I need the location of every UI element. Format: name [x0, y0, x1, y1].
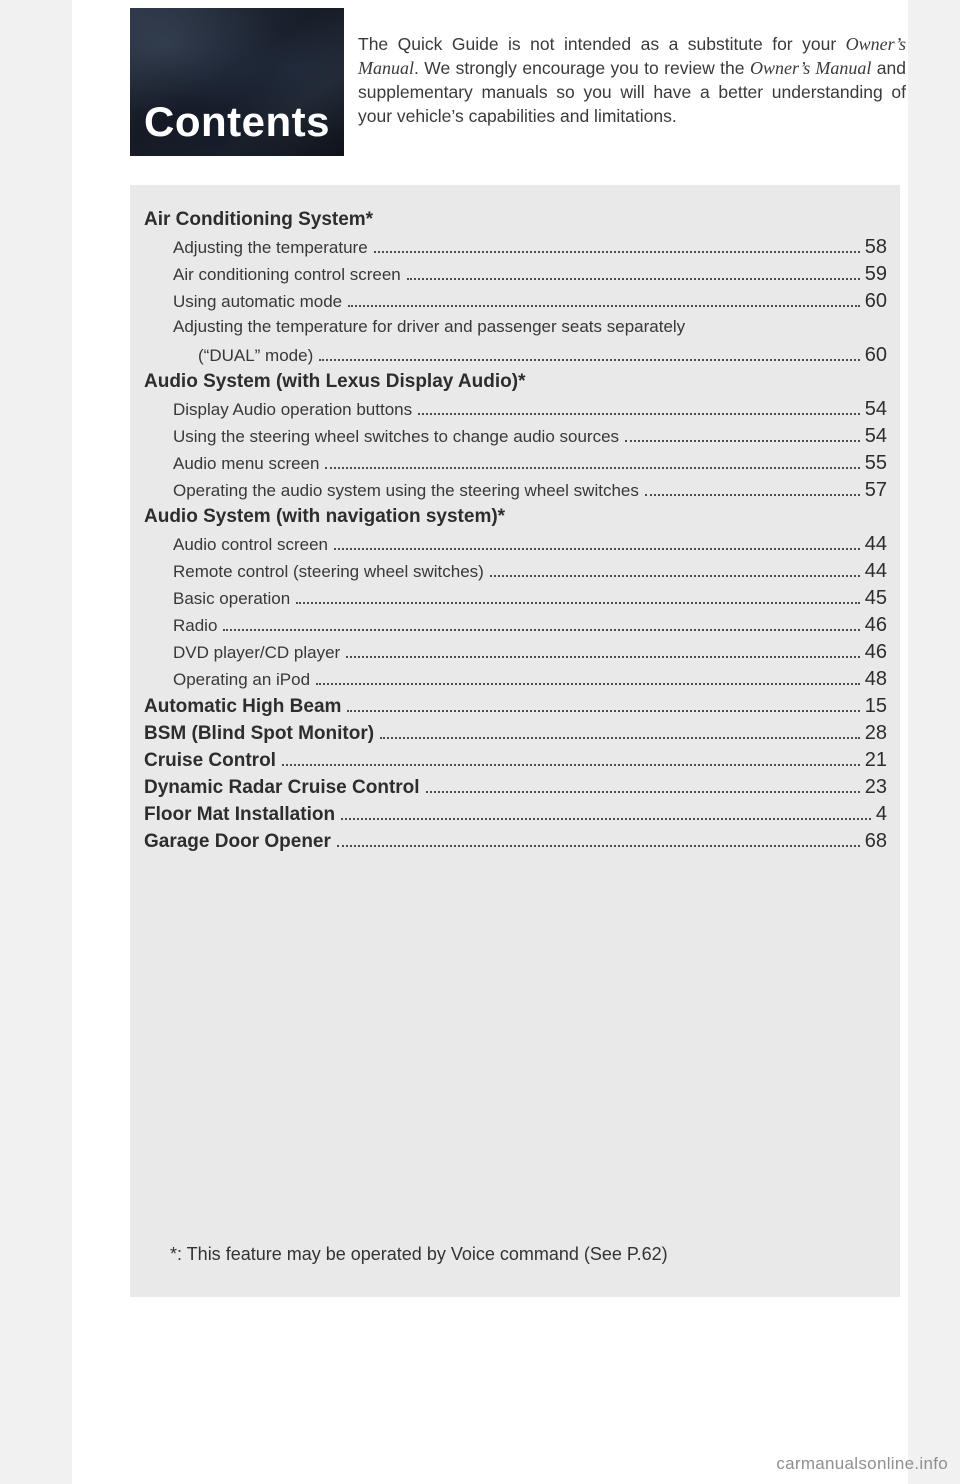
toc-entry-title: Operating an iPod	[173, 670, 311, 689]
toc-entry-title: Display Audio operation buttons	[173, 400, 413, 419]
toc-section-heading	[144, 695, 887, 722]
toc-entry	[144, 452, 887, 479]
toc-section-heading	[144, 209, 887, 236]
toc-section-heading	[144, 506, 887, 533]
footnote: *: This feature may be operated by Voice command (See P.62)	[170, 1244, 668, 1264]
toc-page-number: 46	[864, 641, 887, 663]
toc-page-number: 4	[875, 803, 887, 825]
toc-entry	[144, 398, 887, 425]
dot-leader	[296, 602, 860, 604]
dot-leader	[334, 548, 860, 550]
toc-page-number: 55	[864, 452, 887, 474]
toc-entry-title: Adjusting the temperature for driver and passenger seats separately	[173, 317, 686, 336]
toc-page-number: 44	[864, 533, 887, 555]
toc-section-title: Dynamic Radar Cruise Control	[144, 777, 420, 798]
dot-leader	[316, 683, 860, 685]
toc-section-title: Cruise Control	[144, 750, 276, 771]
contents-title: Contents	[144, 98, 330, 145]
toc-page-number: 59	[864, 263, 887, 285]
toc-entry	[144, 263, 887, 290]
toc-section-title: Garage Door Opener	[144, 831, 331, 852]
toc-section-heading	[144, 803, 887, 830]
toc-section-heading	[144, 371, 887, 398]
intro-segment: . We strongly encourage you to review the	[414, 58, 750, 78]
toc-entry	[144, 290, 887, 317]
toc-section-title: BSM (Blind Spot Monitor)	[144, 723, 375, 744]
dot-leader	[348, 305, 860, 307]
watermark: carmanualsonline.info	[776, 1454, 948, 1473]
toc-entry	[144, 560, 887, 587]
toc-page-number: 44	[864, 560, 887, 582]
toc-entry	[144, 236, 887, 263]
toc-page-number: 46	[864, 614, 887, 636]
dot-leader	[374, 251, 860, 253]
toc-entry-title: Audio menu screen	[173, 454, 320, 473]
toc-section-title: Audio System (with Lexus Display Audio)*	[144, 371, 526, 392]
toc-entry-title: (“DUAL” mode)	[198, 346, 314, 365]
dot-leader	[347, 710, 859, 712]
toc-entry	[144, 533, 887, 560]
toc-page-number: 54	[864, 398, 887, 420]
toc-section-title: Automatic High Beam	[144, 696, 342, 717]
toc-page-number: 15	[864, 695, 887, 717]
intro-text	[358, 32, 906, 128]
toc-page-number: 60	[864, 344, 887, 366]
toc-entry	[144, 614, 887, 641]
dot-leader	[325, 467, 859, 469]
dot-leader	[407, 278, 860, 280]
toc-page-number: 28	[864, 722, 887, 744]
toc-entry	[144, 587, 887, 614]
toc-entry-title: Air conditioning control screen	[173, 265, 401, 284]
intro-segment: The Quick Guide is not intended as a substitute for your	[358, 34, 846, 54]
dot-leader	[426, 791, 860, 793]
manual-page	[72, 0, 908, 1484]
toc-entry	[144, 668, 887, 695]
toc-entry-title: Operating the audio system using the steering wheel switches	[173, 481, 639, 500]
toc-entry-title: Radio	[173, 616, 218, 635]
toc-entry-title: Using automatic mode	[173, 292, 343, 311]
intro-segment: Owner’s Manual	[358, 34, 906, 78]
toc-section-title: Air Conditioning System*	[144, 209, 374, 230]
dot-leader	[625, 440, 860, 442]
toc-entry	[144, 641, 887, 668]
toc-page-number: 23	[864, 776, 887, 798]
toc-section-heading	[144, 749, 887, 776]
dot-leader	[223, 629, 859, 631]
dot-leader	[282, 764, 860, 766]
dot-leader	[380, 737, 860, 739]
toc-panel	[130, 185, 900, 1297]
dot-leader	[645, 494, 860, 496]
toc-page-number: 58	[864, 236, 887, 258]
toc-section-title: Floor Mat Installation	[144, 804, 336, 825]
toc-page-number: 21	[864, 749, 887, 771]
dot-leader	[319, 359, 860, 361]
toc-entry-title: Adjusting the temperature	[173, 238, 368, 257]
toc-page-number: 60	[864, 290, 887, 312]
toc-page-number: 48	[864, 668, 887, 690]
toc-entry-title: Audio control screen	[173, 535, 328, 554]
toc-page-number: 68	[864, 830, 887, 852]
toc-entry	[144, 425, 887, 452]
toc-section-heading	[144, 722, 887, 749]
toc-section-heading	[144, 830, 887, 857]
dot-leader	[346, 656, 860, 658]
toc-section-title: Audio System (with navigation system)*	[144, 506, 506, 527]
toc-entry-continuation	[144, 344, 887, 371]
toc-entry	[144, 317, 887, 344]
contents-banner	[130, 8, 344, 156]
toc-entry-title: DVD player/CD player	[173, 643, 341, 662]
dot-leader	[490, 575, 860, 577]
dot-leader	[418, 413, 860, 415]
toc-page-number: 54	[864, 425, 887, 447]
toc-entry	[144, 479, 887, 506]
dot-leader	[341, 818, 871, 820]
toc-entry-title: Basic operation	[173, 589, 291, 608]
toc-section-heading	[144, 776, 887, 803]
dot-leader	[337, 845, 860, 847]
toc-entry-title: Remote control (steering wheel switches)	[173, 562, 484, 581]
toc-page-number: 57	[864, 479, 887, 501]
toc-entry-title: Using the steering wheel switches to change audio sources	[173, 427, 620, 446]
toc-page-number: 45	[864, 587, 887, 609]
intro-segment: and supplementary manuals so you will have a better understanding of your vehicle’s capabilities and limitations.	[358, 58, 907, 126]
intro-segment: Owner’s Manual	[749, 58, 872, 78]
toc-list	[144, 209, 887, 857]
